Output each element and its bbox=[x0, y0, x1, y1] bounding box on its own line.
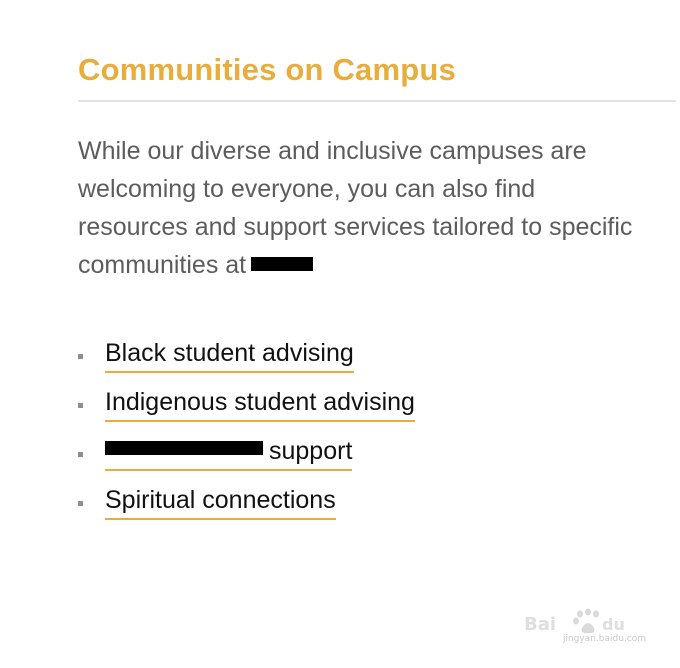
list-item bbox=[78, 434, 415, 483]
spiritual-connections-link[interactable]: Spiritual connections bbox=[105, 483, 336, 520]
intro-text: While our diverse and inclusive campuses are welcoming to everyone, you can also find resources and support services tailored to specific communities at bbox=[78, 137, 633, 279]
bullet-icon bbox=[78, 354, 83, 359]
list-item bbox=[78, 336, 415, 385]
bullet-icon bbox=[78, 403, 83, 408]
watermark bbox=[522, 608, 646, 648]
link-label: support bbox=[269, 437, 353, 465]
bullet-icon bbox=[78, 501, 83, 506]
list-item bbox=[78, 385, 415, 434]
svg-text:Bai: Bai bbox=[524, 614, 557, 635]
communities-section bbox=[78, 50, 676, 284]
community-links-list bbox=[78, 336, 415, 532]
list-item bbox=[78, 483, 415, 532]
redaction-bar bbox=[105, 441, 263, 455]
paw-logo-icon bbox=[522, 608, 646, 636]
indigenous-student-advising-link[interactable]: Indigenous student advising bbox=[105, 385, 415, 422]
section-title: Communities on Campus bbox=[78, 52, 456, 87]
intro-paragraph bbox=[78, 132, 638, 284]
watermark-url: jingyan.baidu.com bbox=[562, 634, 646, 644]
community-support-link[interactable] bbox=[105, 434, 352, 471]
redaction-bar bbox=[251, 257, 313, 271]
title-divider bbox=[78, 100, 676, 102]
svg-text:du: du bbox=[602, 615, 625, 634]
black-student-advising-link[interactable]: Black student advising bbox=[105, 336, 354, 373]
bullet-icon bbox=[78, 452, 83, 457]
